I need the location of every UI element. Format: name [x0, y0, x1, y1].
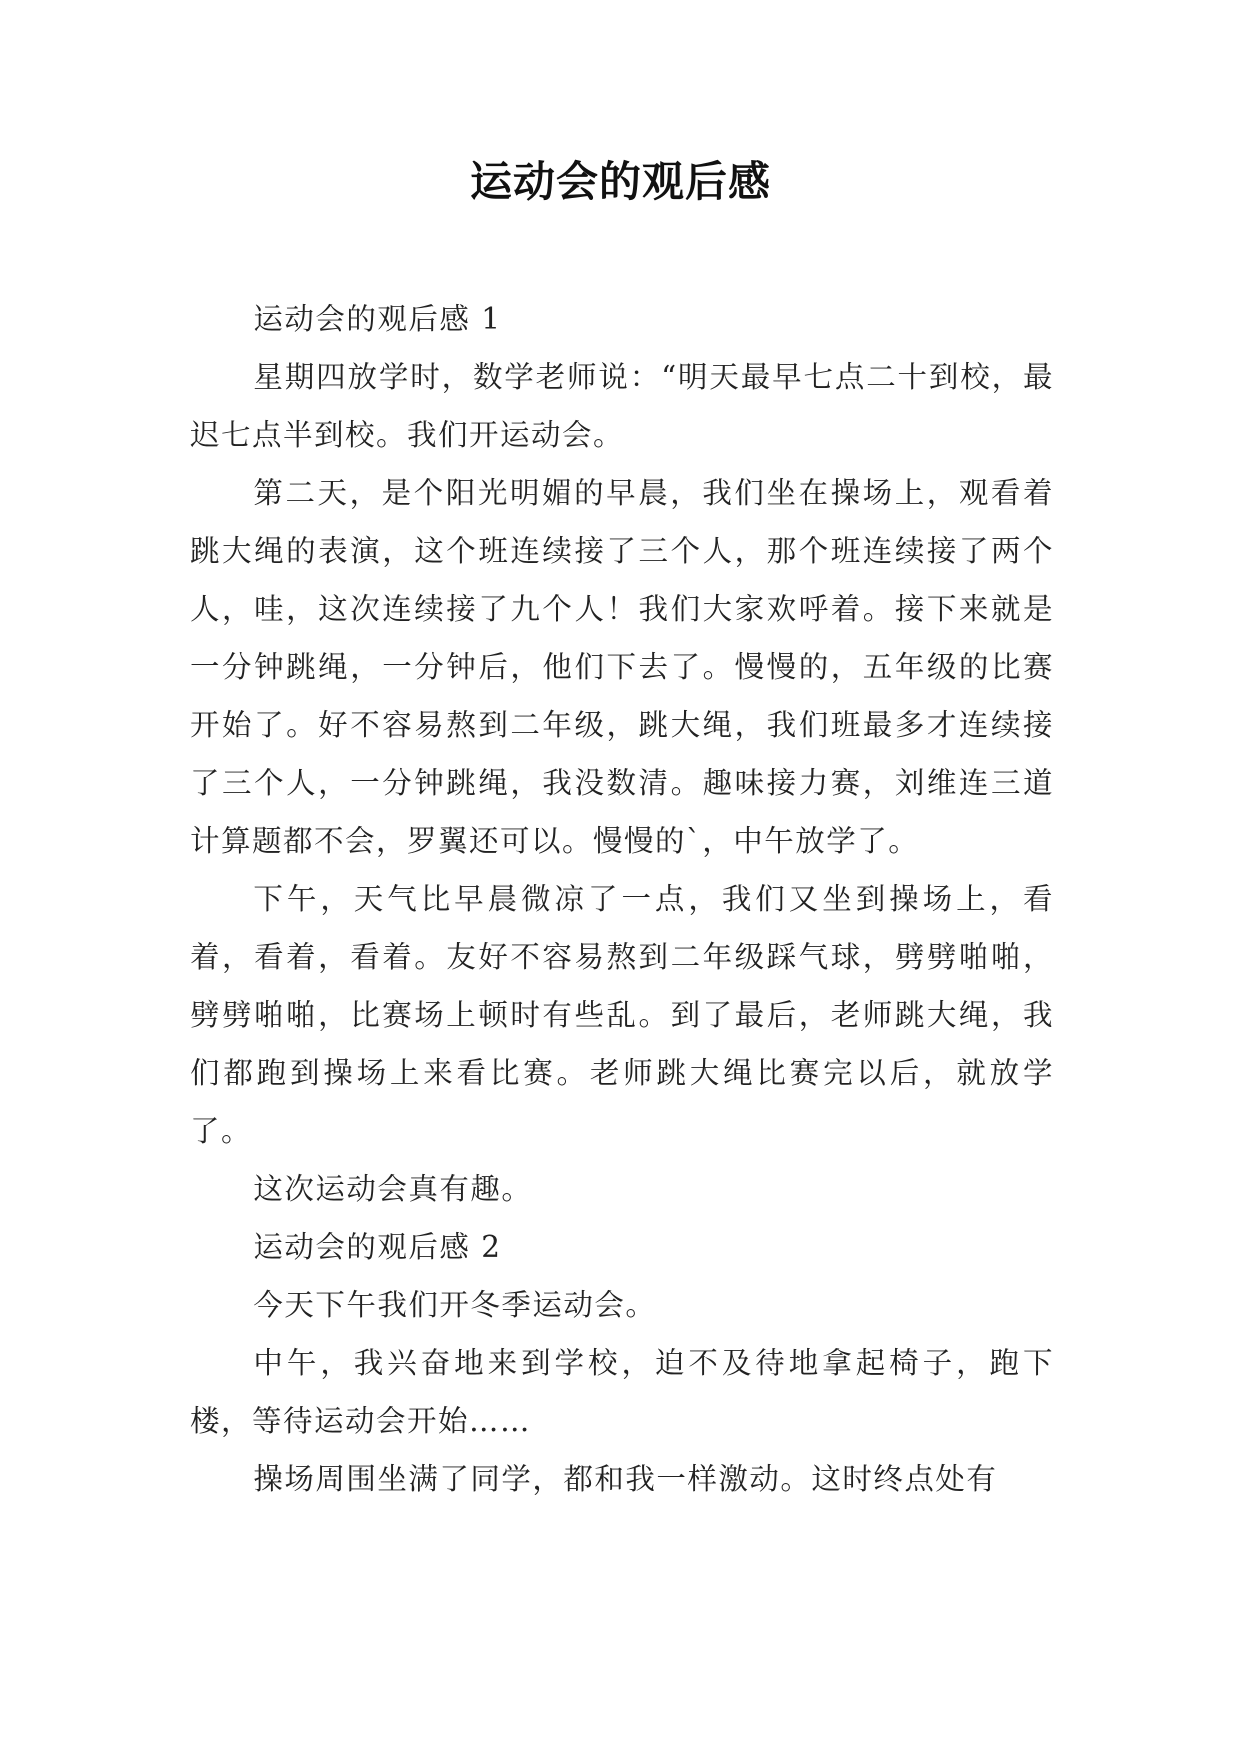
document-title: 运动会的观后感: [469, 157, 771, 206]
paragraph: 这次运动会真有趣。: [253, 1172, 533, 1206]
paragraph: 星期四放学时，数学老师说：“明天最早七点二十到校，最迟七点半到校。我们开运动会。: [190, 360, 1054, 452]
paragraph: 中午，我兴奋地来到学校，迫不及待地拿起椅子，跑下楼，等待运动会开始……: [190, 1346, 1054, 1438]
paragraph: 操场周围坐满了同学，都和我一样激动。这时终点处有: [253, 1462, 998, 1496]
paragraph: 下午，天气比早晨微凉了一点，我们又坐到操场上，看着，看着，看着。友好不容易熬到二年级踩气球，劈劈啪啪，劈劈啪啪，比赛场上顿时有些乱。到了最后，老师跳大绳，我们都跑到操场上来看比赛。老师跳大绳比赛完以后，就放学了。: [190, 882, 1054, 1148]
paragraph: 第二天，是个阳光明媚的早晨，我们坐在操场上，观看着跳大绳的表演，这个班连续接了三个人，那个班连续接了两个人，哇，这次连续接了九个人！我们大家欢呼着。接下来就是一分钟跳绳，一分钟后，他们下去了。慢慢的，五年级的比赛开始了。好不容易熬到二年级，跳大绳，我们班最多才连续接了三个人，一分钟跳绳，我没数清。趣味接力赛，刘维连三道计算题都不会，罗翼还可以。慢慢的`，中午放学了。: [190, 476, 1054, 858]
section-heading-2: 运动会的观后感 2: [253, 1230, 502, 1264]
paragraph: 今天下午我们开冬季运动会。: [253, 1288, 657, 1322]
section-heading-1: 运动会的观后感 1: [253, 302, 502, 336]
document-body: [190, 290, 1054, 1508]
